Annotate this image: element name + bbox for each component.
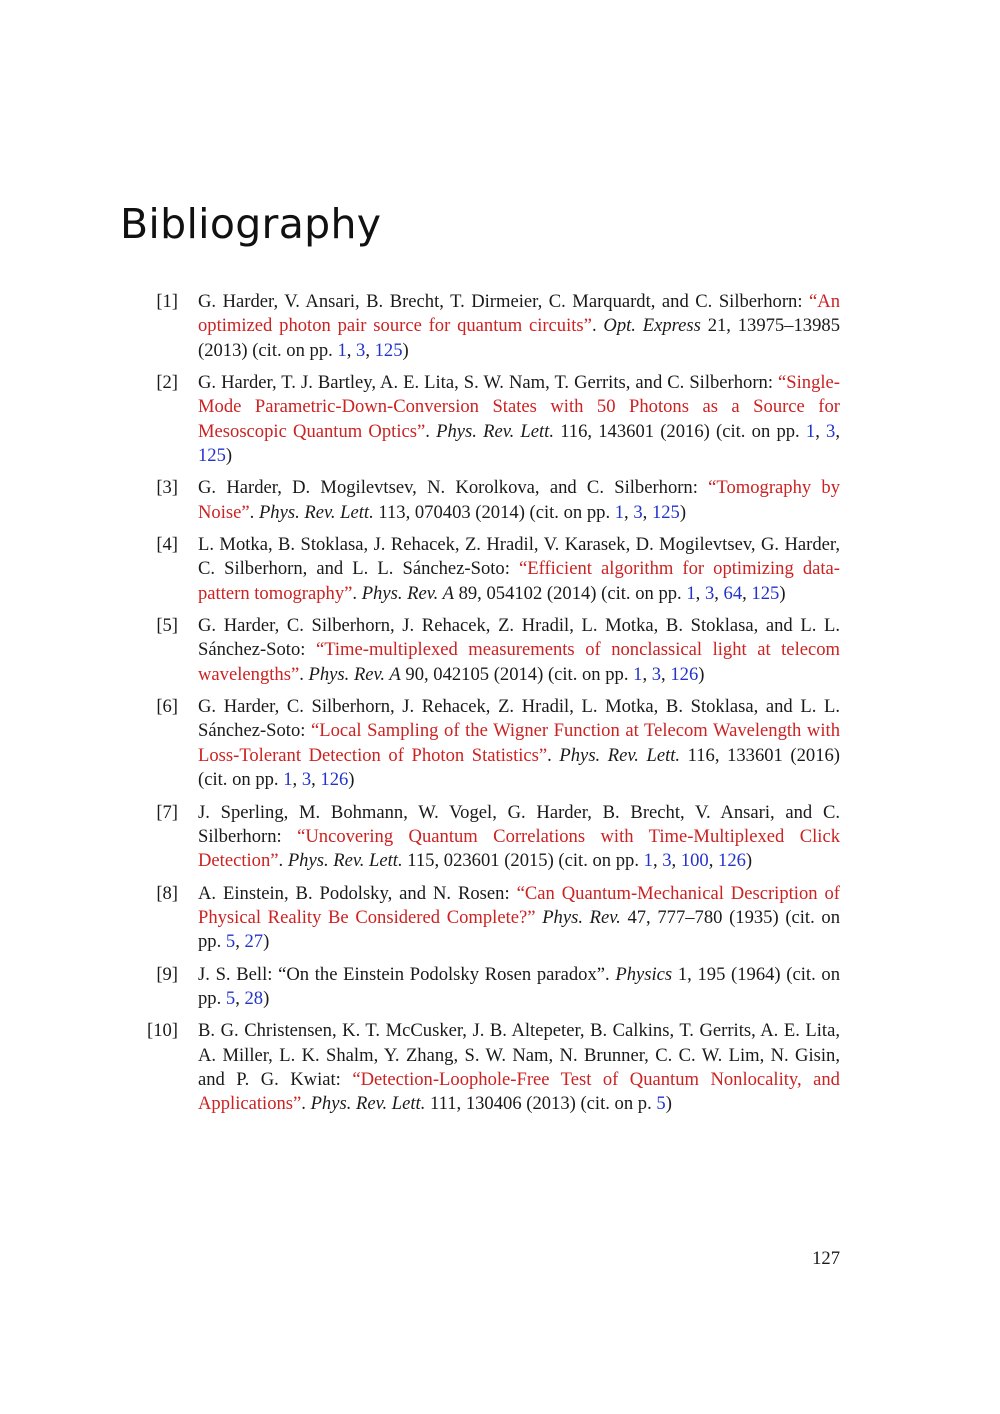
page-ref-link[interactable]: 125 <box>751 582 780 604</box>
bib-text <box>198 476 840 525</box>
bib-journal: Phys. Rev. Lett. <box>258 501 374 523</box>
bib-separator: . <box>425 420 437 442</box>
page-ref-link[interactable]: 5 <box>225 931 236 953</box>
page-ref-link[interactable]: 1 <box>337 339 347 361</box>
bib-details: 90, 042105 (2014) (cit. on pp. <box>400 663 634 685</box>
bib-text <box>198 882 840 955</box>
bib-tail: ) <box>263 931 270 953</box>
page-ref-separator: , <box>311 769 321 791</box>
bib-label: [7] <box>156 801 178 823</box>
bib-title-link[interactable]: “An optimized photon pair source for quantum circuits” <box>198 291 840 337</box>
page-ref-separator: , <box>835 420 840 442</box>
bib-details: 47, 777–780 (1935) (cit. on pp. <box>198 906 841 953</box>
bib-title-link[interactable]: “Time-multiplexed measurements of nonclassical light at telecom wavelengths” <box>198 639 840 685</box>
bib-text <box>198 801 840 874</box>
bib-title-link[interactable]: “Uncovering Quantum Correlations with Time-Multiplexed Click Detection” <box>198 825 841 872</box>
bib-entry <box>120 533 840 606</box>
bib-entry <box>120 963 840 1012</box>
bib-separator: . <box>278 850 288 872</box>
page-ref-link[interactable]: 1 <box>805 420 816 442</box>
bib-text <box>198 963 840 1012</box>
bib-details: 111, 130406 (2013) (cit. on p. <box>425 1093 657 1115</box>
bib-tail: ) <box>402 339 409 361</box>
bib-journal: Phys. Rev. <box>542 906 621 928</box>
bib-label: [8] <box>156 882 178 904</box>
page-ref-separator: , <box>661 663 671 685</box>
page-ref-link[interactable]: 126 <box>670 663 699 685</box>
page-ref-link[interactable]: 125 <box>651 501 680 523</box>
page-ref-link[interactable]: 5 <box>656 1093 666 1115</box>
page-ref-link[interactable]: 126 <box>718 850 746 872</box>
page-ref-link[interactable]: 125 <box>374 339 403 361</box>
bib-details: 21, 13975–13985 (2013) (cit. on pp. <box>198 315 840 361</box>
bib-journal: Phys. Rev. Lett. <box>436 420 554 442</box>
page-ref-separator: , <box>652 850 663 872</box>
bib-title-link[interactable]: “Detection-Loophole-Free Test of Quantum Nonlocality, and Applications” <box>198 1068 840 1115</box>
bib-separator: . <box>547 744 560 766</box>
bib-tail: ) <box>745 850 753 872</box>
page-ref-separator: , <box>695 582 705 604</box>
page-ref-separator: , <box>742 582 752 604</box>
bib-entry <box>120 476 840 525</box>
page-ref-separator: , <box>815 420 827 442</box>
page-ref-separator: , <box>714 582 724 604</box>
bib-authors: G. Harder, C. Silberhorn, J. Rehacek, Z. Hradil, L. Motka, B. Stoklasa, and L. L. Sánchez-Soto: <box>198 696 840 742</box>
page-ref-separator: , <box>642 663 652 685</box>
bib-text <box>198 695 840 793</box>
bib-title-link[interactable]: “Can Quantum-Mechanical Description of Physical Reality Be Considered Complete?” <box>198 882 840 928</box>
page-number: 127 <box>812 1248 840 1269</box>
page-ref-separator: , <box>346 339 357 361</box>
bib-journal: Phys. Rev. Lett. <box>287 850 403 872</box>
bib-details: 89, 054102 (2014) (cit. on pp. <box>453 582 687 604</box>
page-ref-link[interactable]: 5 <box>225 987 236 1009</box>
bib-tail: ) <box>665 1093 672 1115</box>
bib-label: [5] <box>156 615 178 637</box>
bib-entry <box>120 695 840 793</box>
bib-label: [4] <box>156 534 178 556</box>
bib-details: 116, 143601 (2016) (cit. on pp. <box>554 420 806 442</box>
page-ref-separator: , <box>624 501 634 523</box>
bib-authors: G. Harder, T. J. Bartley, A. E. Lita, S. W. Nam, T. Gerrits, and C. Silberhorn: <box>198 372 779 394</box>
page-ref-link[interactable]: 3 <box>651 663 662 685</box>
bib-text <box>198 290 840 363</box>
bib-separator: . <box>352 582 362 604</box>
bib-authors: G. Harder, V. Ansari, B. Brecht, T. Dirmeier, C. Marquardt, and C. Silberhorn: <box>198 291 810 312</box>
page-ref-link[interactable]: 1 <box>283 769 293 791</box>
page-ref-separator: , <box>642 501 652 523</box>
page-ref-separator: , <box>671 850 681 872</box>
bib-separator: . <box>249 501 259 523</box>
bib-text <box>198 1019 840 1117</box>
bib-tail: ) <box>225 445 233 467</box>
bib-title-link[interactable]: “Efficient algorithm for optimizing data-pattern tomography” <box>198 558 840 604</box>
page-ref-link[interactable]: 1 <box>614 501 625 523</box>
bib-details: 115, 023601 (2015) (cit. on pp. <box>402 850 644 872</box>
page-ref-separator: , <box>365 339 375 361</box>
bib-tail: ) <box>263 987 270 1009</box>
bib-tail: ) <box>679 501 687 523</box>
bib-title-link[interactable]: “Single-Mode Parametric-Down-Conversion States with 50 Photons as a Source for Mesoscopic Quantum Optics” <box>198 372 840 442</box>
bib-entry <box>120 371 840 469</box>
bib-text <box>198 371 840 469</box>
page-ref-link[interactable]: 125 <box>198 445 226 467</box>
bib-title-link[interactable]: “Local Sampling of the Wigner Function at Telecom Wavelength with Loss-Tolerant Detection of Photon Statistics” <box>198 720 840 766</box>
page-ref-link[interactable]: 3 <box>662 850 672 872</box>
bib-entry <box>120 614 840 687</box>
page-ref-link[interactable]: 64 <box>723 582 743 604</box>
bib-journal: Opt. Express <box>603 315 701 337</box>
bib-text <box>198 533 840 606</box>
bib-authors: J. Sperling, M. Bohmann, W. Vogel, G. Harder, B. Brecht, V. Ansari, and C. Silberhorn: <box>198 801 840 847</box>
bib-title: “On the Einstein Podolsky Rosen paradox” <box>278 963 605 985</box>
bib-label: [6] <box>156 696 178 718</box>
bib-label: [9] <box>156 963 178 985</box>
page-ref-link[interactable]: 3 <box>704 582 715 604</box>
page-ref-separator: , <box>292 769 302 791</box>
page-ref-link[interactable]: 3 <box>633 501 643 523</box>
bibliography-list <box>120 290 840 1125</box>
page-ref-link[interactable]: 1 <box>686 582 696 604</box>
bib-separator: . <box>605 963 616 985</box>
page-ref-link[interactable]: 3 <box>356 339 366 361</box>
bib-label: [3] <box>156 477 178 499</box>
page-ref-link[interactable]: 1 <box>643 850 653 872</box>
bib-label: [1] <box>156 291 178 312</box>
bib-tail: ) <box>779 582 786 604</box>
bib-entry <box>120 290 840 363</box>
page-ref-link[interactable]: 1 <box>633 663 643 685</box>
page-ref-link[interactable]: 3 <box>301 769 312 791</box>
page-ref-link[interactable]: 100 <box>680 850 709 872</box>
bib-authors: G. Harder, C. Silberhorn, J. Rehacek, Z. Hradil, L. Motka, B. Stoklasa, and L. L. Sánchez-Soto: <box>198 615 840 661</box>
page-ref-link[interactable]: 126 <box>320 769 349 791</box>
bib-title-link[interactable]: “Tomography by Noise” <box>198 477 841 523</box>
bib-entry <box>120 882 840 955</box>
bib-separator: . <box>591 315 604 337</box>
bib-authors: G. Harder, D. Mogilevtsev, N. Korolkova, and C. Silberhorn: <box>198 477 709 499</box>
bib-tail: ) <box>348 769 355 791</box>
bib-separator: . <box>301 1093 311 1115</box>
bib-details: 116, 133601 (2016) (cit. on pp. <box>198 744 840 791</box>
bib-entry <box>120 1019 840 1117</box>
page-ref-link[interactable]: 27 <box>244 931 264 953</box>
bib-journal: Phys. Rev. Lett. <box>310 1093 426 1115</box>
page-ref-link[interactable]: 28 <box>244 987 264 1009</box>
bib-journal: Physics <box>615 963 673 985</box>
page-ref-separator: , <box>235 987 245 1009</box>
bib-text <box>198 614 840 687</box>
page-ref-separator: , <box>235 931 245 953</box>
page-ref-link[interactable]: 3 <box>826 420 836 442</box>
bib-journal: Phys. Rev. A <box>308 663 401 685</box>
bib-authors: A. Einstein, B. Podolsky, and N. Rosen: <box>198 882 517 904</box>
bib-label: [2] <box>156 372 178 394</box>
bib-entry <box>120 801 840 874</box>
bib-details: 1, 195 (1964) (cit. on pp. <box>198 963 841 1009</box>
bib-label: [10] <box>147 1020 178 1042</box>
page-title: Bibliography <box>120 200 382 248</box>
bib-details: 113, 070403 (2014) (cit. on pp. <box>373 501 615 523</box>
bib-authors: L. Motka, B. Stoklasa, J. Rehacek, Z. Hradil, V. Karasek, D. Mogilevtsev, G. Harder, C. Silberhorn, and L. L. Sánchez-Soto: <box>198 534 840 580</box>
bib-tail: ) <box>698 663 705 685</box>
bib-journal: Phys. Rev. A <box>361 582 454 604</box>
page-ref-separator: , <box>708 850 719 872</box>
bib-authors: B. G. Christensen, K. T. McCusker, J. B. Altepeter, B. Calkins, T. Gerrits, A. E. Lita, A. Miller, L. K. Shalm, Y. Zhang, S. W. Nam, N. Brunner, C. C. W. Lim, N. Gisin, and P. G. Kwiat: <box>198 1020 840 1090</box>
bib-separator: . <box>299 663 309 685</box>
bib-authors: J. S. Bell: <box>198 963 279 985</box>
bib-journal: Phys. Rev. Lett. <box>559 744 681 766</box>
